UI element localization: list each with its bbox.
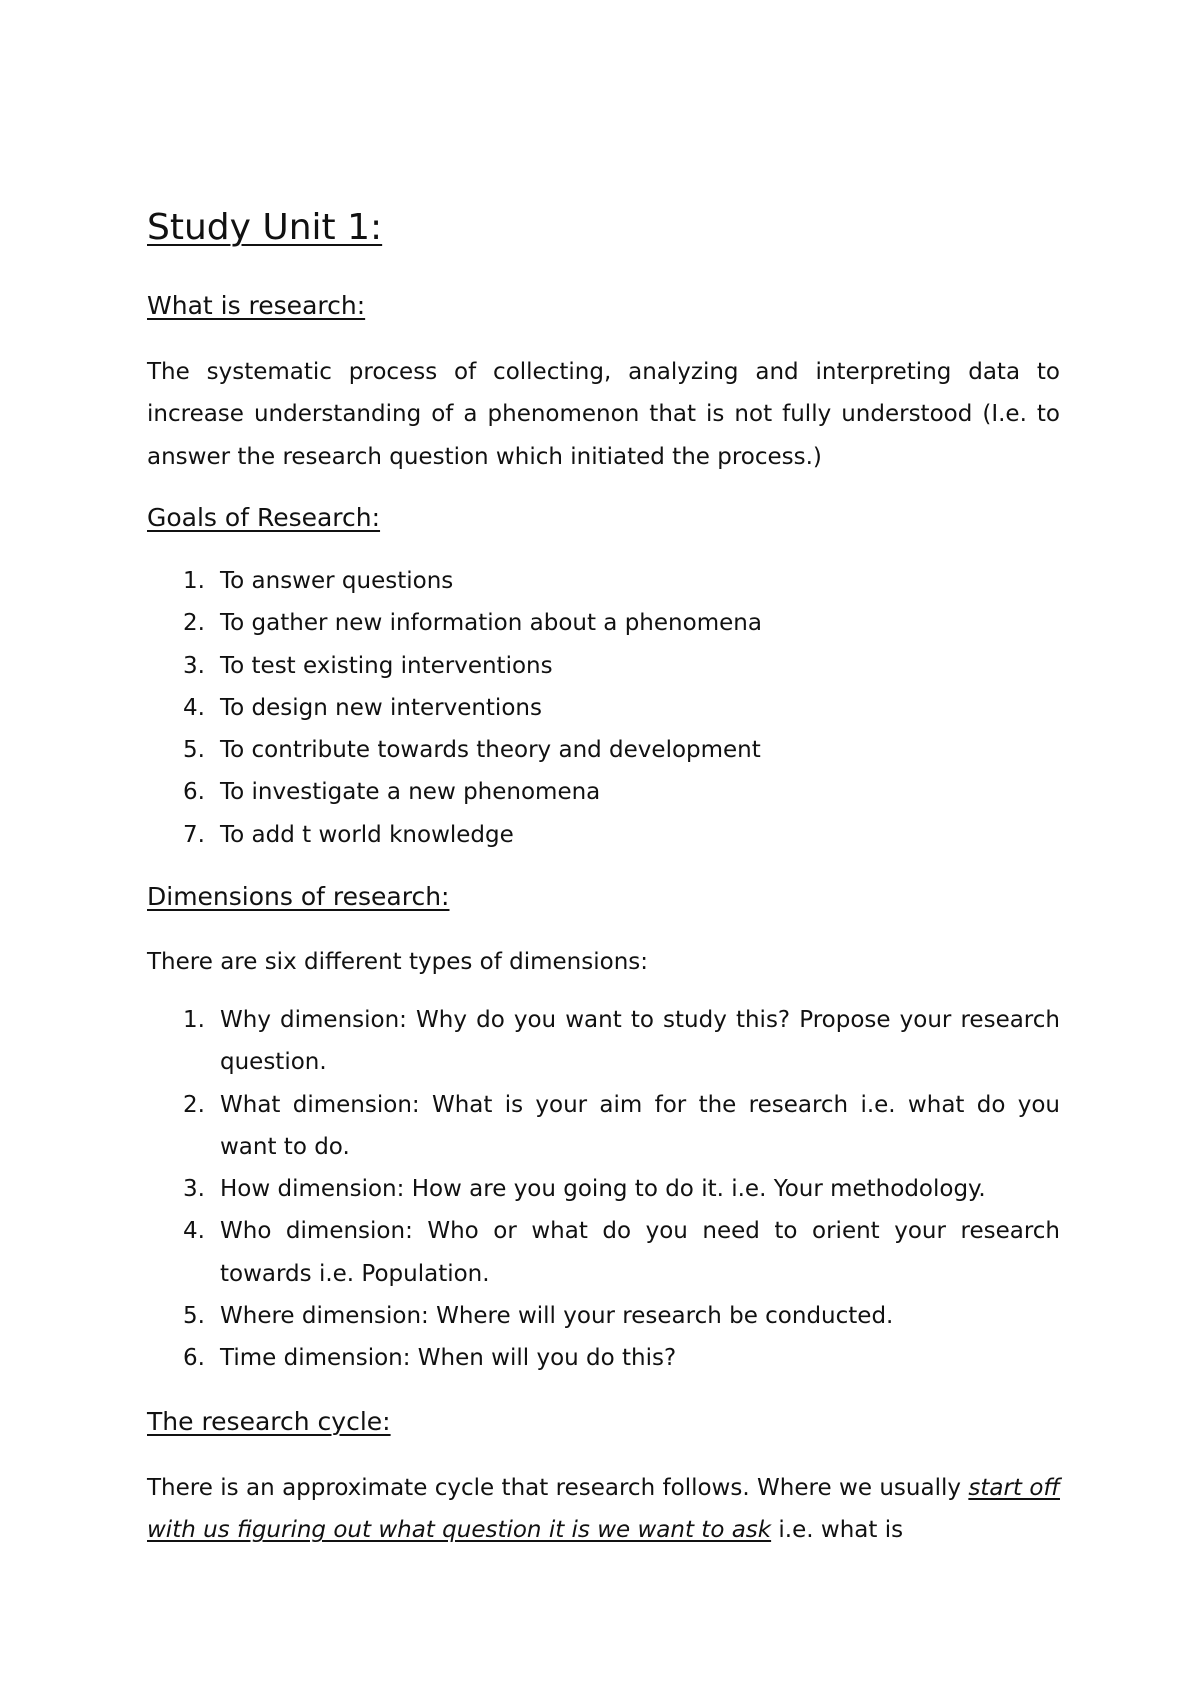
dimensions-intro: There are six different types of dimensions:: [147, 949, 649, 975]
page-title: Study Unit 1:: [147, 207, 383, 248]
cycle-text-emphasis: start off with us figuring out what question it is we want to ask: [147, 1475, 1060, 1544]
list-item-text: To add t world knowledge: [220, 821, 514, 848]
dimensions-list: [147, 999, 1060, 1380]
list-number: 1.: [183, 568, 205, 594]
list-item: [147, 999, 1060, 1084]
list-item: [147, 560, 1060, 602]
list-number: 6.: [183, 779, 205, 806]
what-is-research-paragraph: The systematic process of collecting, analyzing and interpreting data to increase understanding of a phenomenon that is not fully understood (I.e. to answer the research question which initiated the process.): [147, 359, 1060, 470]
list-number: 3.: [183, 1176, 205, 1203]
cycle-text-start: There is an approximate cycle that research follows. Where we usually: [147, 1475, 969, 1501]
list-item: [147, 1084, 1060, 1169]
list-item: [147, 1168, 1060, 1210]
list-item: [147, 729, 1060, 771]
heading-research-cycle: The research cycle:: [147, 1407, 391, 1436]
list-item-text: Time dimension: When will you do this?: [220, 1345, 677, 1372]
list-item: [147, 814, 1060, 856]
list-number: 4.: [183, 1218, 205, 1245]
list-item-text: To test existing interventions: [220, 652, 553, 679]
list-number: 6.: [183, 1345, 205, 1372]
list-item-text: To design new interventions: [220, 694, 542, 721]
list-item-text: How dimension: How are you going to do it. i.e. Your methodology.: [220, 1176, 986, 1203]
list-item-text: To investigate a new phenomena: [220, 779, 601, 806]
list-item: [147, 1210, 1060, 1295]
list-item-text: Why dimension: Why do you want to study this? Propose your research question.: [220, 1007, 1060, 1076]
list-item-text: Where dimension: Where will your research be conducted.: [220, 1303, 894, 1330]
list-number: 2.: [183, 1091, 205, 1118]
list-number: 2.: [183, 610, 205, 637]
list-number: 4.: [183, 694, 205, 721]
list-item: [147, 645, 1060, 687]
list-item: [147, 602, 1060, 644]
cycle-text-end: i.e. what is: [771, 1517, 904, 1544]
heading-dimensions-of-research: Dimensions of research:: [147, 882, 450, 911]
list-item-text: Who dimension: Who or what do you need to orient your research towards i.e. Population.: [220, 1218, 1060, 1287]
heading-goals-of-research: Goals of Research:: [147, 503, 381, 532]
list-item-text: To gather new information about a phenomena: [220, 610, 762, 637]
list-number: 3.: [183, 652, 205, 679]
list-item-text: What dimension: What is your aim for the research i.e. what do you want to do.: [220, 1091, 1060, 1160]
list-number: 1.: [183, 1007, 205, 1033]
list-number: 7.: [183, 821, 205, 848]
heading-what-is-research: What is research:: [147, 291, 366, 320]
goals-list: [147, 560, 1060, 856]
list-item-text: To contribute towards theory and development: [220, 737, 761, 764]
list-item: [147, 1295, 1060, 1337]
list-item-text: To answer questions: [220, 568, 454, 594]
list-number: 5.: [183, 1303, 205, 1330]
list-item: [147, 1337, 1060, 1379]
list-number: 5.: [183, 737, 205, 764]
list-item: [147, 687, 1060, 729]
research-cycle-paragraph: [147, 1467, 1060, 1552]
list-item: [147, 771, 1060, 813]
